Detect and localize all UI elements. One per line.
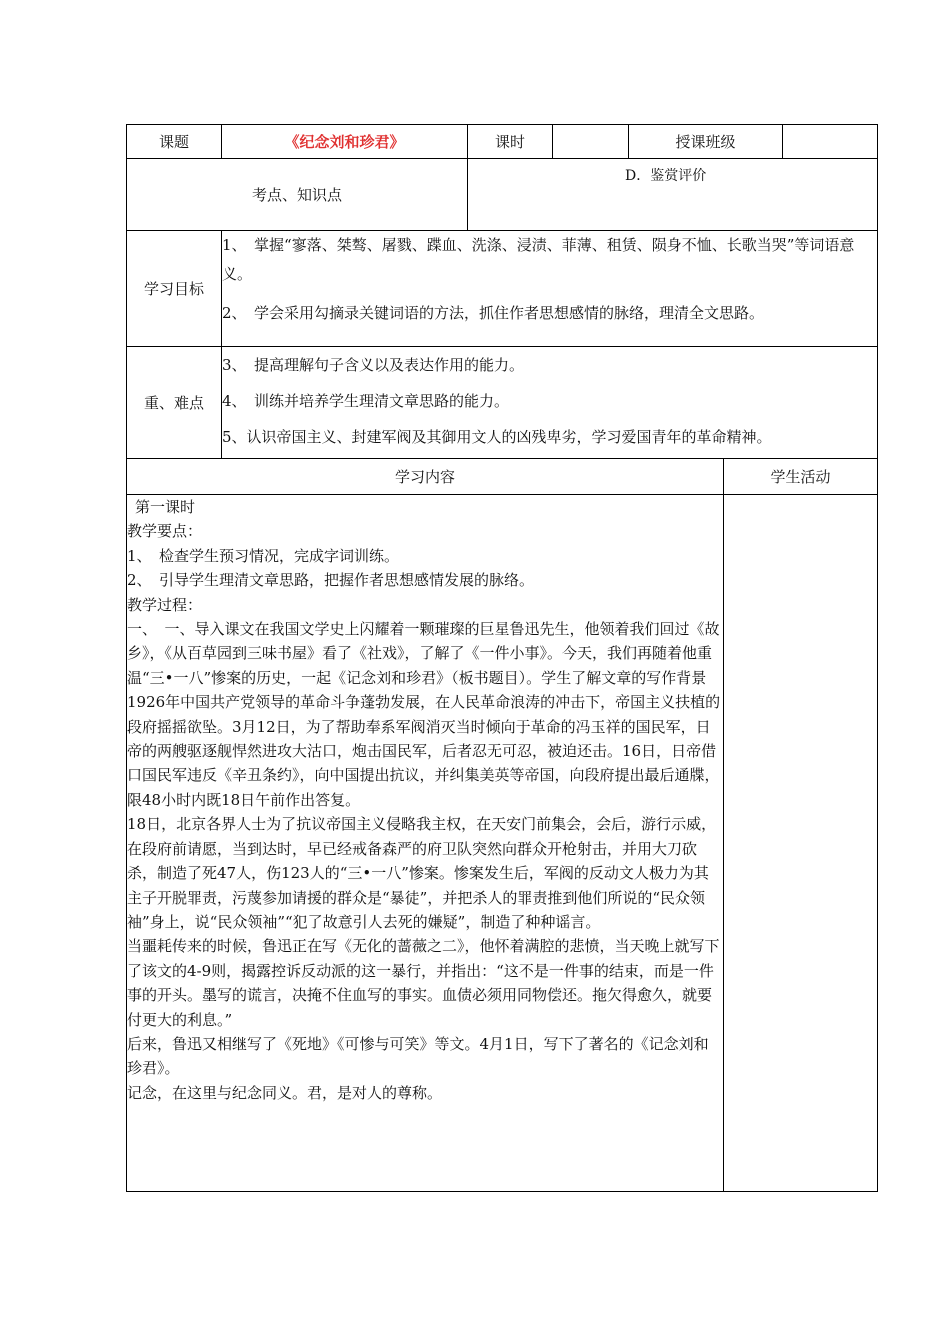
key-point-item: 3、 提高理解句子含义以及表达作用的能力。 (222, 356, 525, 374)
period-label: 课时 (468, 125, 553, 159)
knowledge-row (127, 159, 878, 231)
content-paragraph: 第一课时 (135, 498, 196, 516)
content-header: 学习内容 (127, 459, 724, 495)
content-paragraph: 1926年中国共产党领导的革命斗争蓬勃发展，在人民革命浪涛的冲击下，帝国主义扶植的段府摇摇欲坠。3月12日，为了帮助奉系军阀消灭当时倾向于革命的冯玉祥的国民军，日帝的两艘驱逐舰悍然进攻大沽口，炮击国民军，后者忍无可忍，被迫还击。16日，日帝借口国民军违反《辛丑条约》，向中国提出抗议，并纠集美英等帝国，向段府提出最后通牒，限48小时内既18日午前作出答复。 (127, 693, 721, 809)
content-paragraph: 教学要点： (127, 522, 203, 541)
period-value (553, 125, 629, 159)
topic-label: 课题 (127, 125, 222, 159)
class-value (783, 125, 878, 159)
activity-header: 学生活动 (724, 459, 878, 495)
content-body-row (127, 495, 878, 1192)
objectives-list (222, 231, 878, 347)
class-label: 授课班级 (629, 125, 783, 159)
knowledge-label: 考点、知识点 (127, 159, 468, 231)
content-paragraph: 1、 检查学生预习情况，完成字词训练。 (127, 546, 400, 565)
content-paragraph: 2、 引导学生理清文章思路，把握作者思想感情发展的脉络。 (127, 571, 535, 590)
content-paragraph: 教学过程： (127, 595, 203, 614)
header-row (127, 125, 878, 159)
knowledge-value: D．鉴赏评价 (468, 159, 878, 231)
key-points-label: 重、难点 (127, 347, 222, 459)
key-points-list (222, 347, 878, 459)
content-paragraph: 记念，在这里与纪念同义。君，是对人的尊称。 (127, 1083, 443, 1102)
content-header-row (127, 459, 878, 495)
student-activity-cell (724, 495, 878, 1192)
lesson-title: 《纪念刘和珍君》 (222, 125, 468, 159)
key-point-item: 4、 训练并培养学生理清文章思路的能力。 (222, 392, 510, 410)
content-paragraph: 18日，北京各界人士为了抗议帝国主义侵略我主权，在天安门前集会，会后，游行示威，在段府前请愿，当到达时，早已经戒备森严的府卫队突然向群众开枪射击，并用大刀砍杀，制造了死47人，伤123人的“三•一八”惨案。惨案发生后，军阀的反动文人极力为其主子开脱罪责，污蔑参加请援的群众是“暴徒”，并把杀人的罪责推到他们所说的“民众领袖”身上，说“民众领袖”“犯了故意引人去死的嫌疑”，制造了种种谣言。 (127, 815, 717, 931)
content-table (126, 459, 878, 1192)
learning-content (127, 495, 724, 1192)
objectives-label: 学习目标 (127, 231, 222, 347)
content-paragraph: 一、 一、导入课文在我国文学史上闪耀着一颗璀璨的巨星鲁迅先生，他领着我们回过《故乡》，《从百草园到三味书屋》看了《社戏》，了解了《一件小事》。今天，我们再随着他重温“三•一八”惨案的历史，一起《记念刘和珍君》（板书题目）。学生了解文章的写作背景 (127, 620, 720, 687)
content-paragraph: 当噩耗传来的时候，鲁迅正在写《无化的蔷薇之二》，他怀着满腔的悲愤，当天晚上就写下了该文的4-9则，揭露控诉反动派的这一暴行，并指出：“这不是一件事的结束，而是一件事的开头。墨写的谎言，决掩不住血写的事实。血债必须用同物偿还。拖欠得愈久，就要付更大的利息。” (127, 937, 720, 1029)
key-points-row (127, 347, 878, 459)
lesson-plan-sheet (126, 124, 877, 1192)
objective-item: 1、 掌握“寥落、桀骜、屠戮、蹀血、洗涤、浸渍、菲薄、租赁、陨身不恤、长歌当哭”等词语意义。 (222, 236, 855, 283)
key-point-item: 5、认识帝国主义、封建军阀及其御用文人的凶残卑劣，学习爱国青年的革命精神。 (222, 428, 772, 446)
objectives-row (127, 231, 878, 347)
objective-item: 2、 学会采用勾摘录关键词语的方法，抓住作者思想感情的脉络，理清全文思路。 (222, 304, 765, 322)
lesson-header-table (126, 124, 878, 459)
content-paragraph: 后来，鲁迅又相继写了《死地》《可惨与可笑》等文。4月1日，写下了著名的《记念刘和珍君》。 (127, 1034, 709, 1078)
